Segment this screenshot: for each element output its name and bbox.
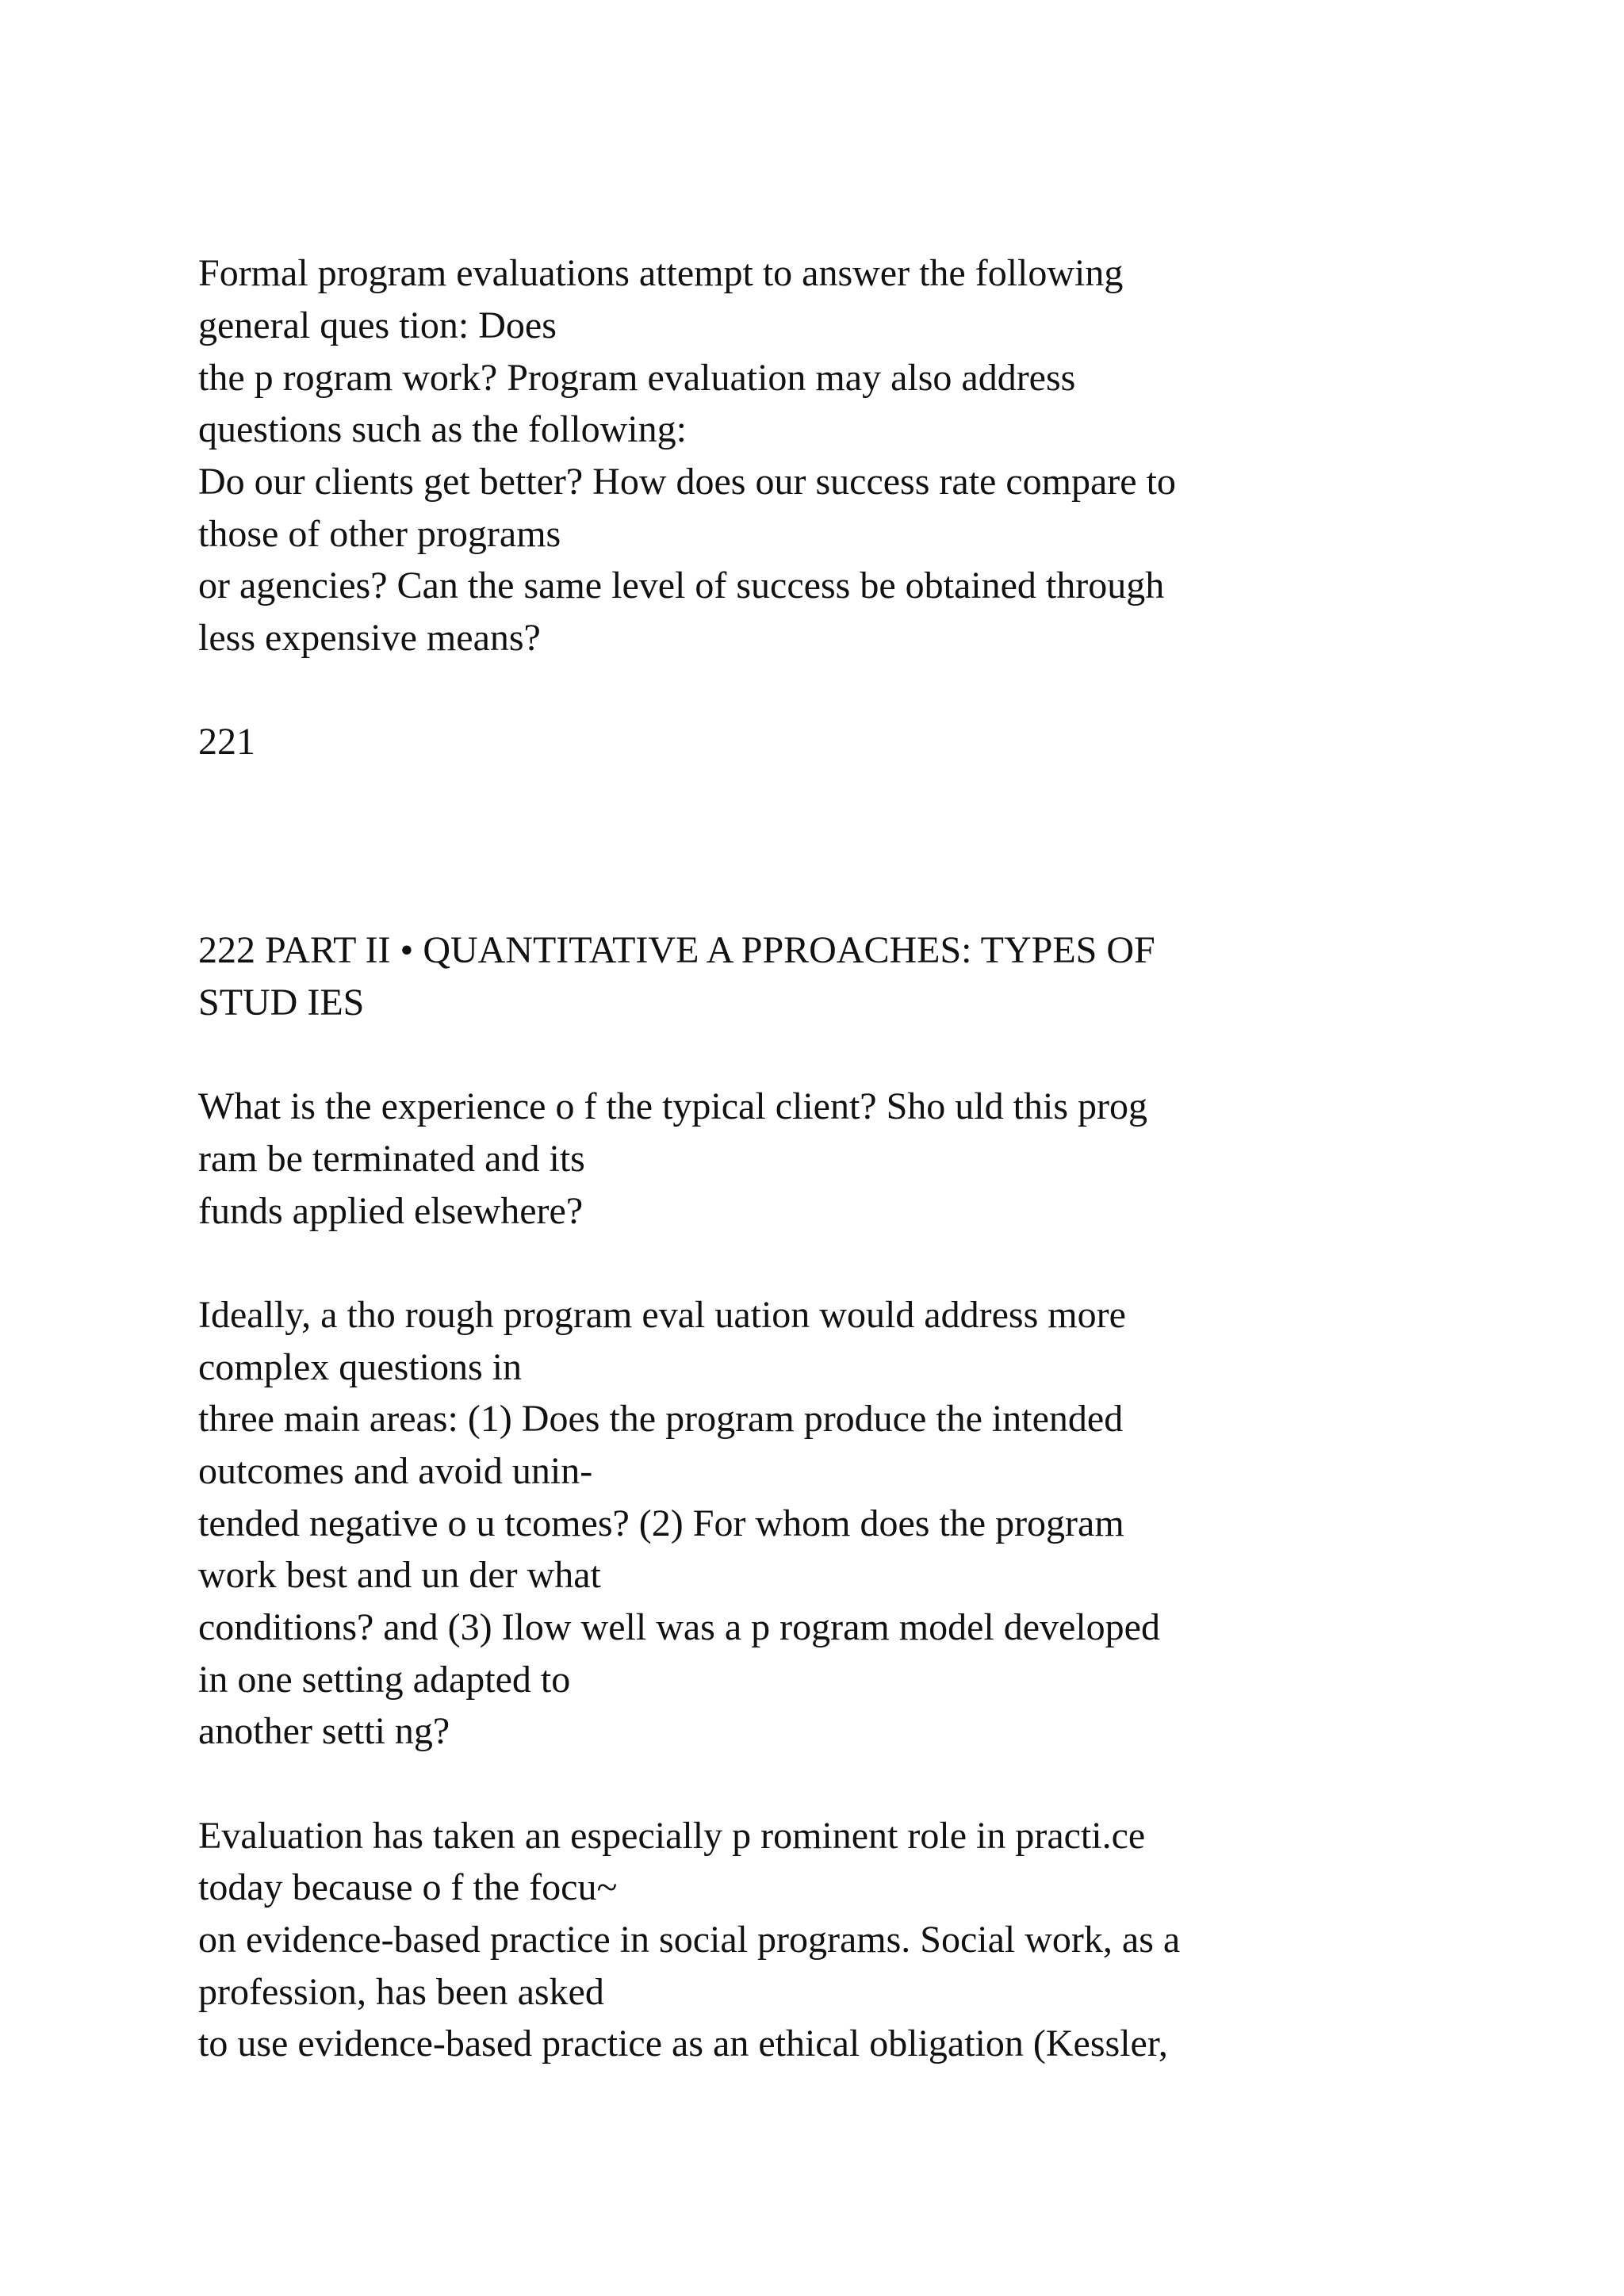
text-line: What is the experience o f the typical client? Sho uld this prog	[198, 1085, 1147, 1127]
text-line: Ideally, a tho rough program eval uation would address more	[198, 1294, 1126, 1336]
text-line: to use evidence-based practice as an ethical obligation (Kessler,	[198, 2022, 1168, 2064]
text-line: Formal program evaluations attempt to answer the following	[198, 252, 1124, 294]
text-line: funds applied elsewhere?	[198, 1190, 584, 1232]
text-line: complex questions in	[198, 1346, 522, 1388]
text-line: less expensive means?	[198, 617, 541, 659]
text-line: Evaluation has taken an especially p rominent role in practi.ce	[198, 1815, 1146, 1857]
page-number: 221	[198, 721, 255, 763]
running-header: STUD IES	[198, 982, 365, 1024]
text-line: in one setting adapted to	[198, 1659, 571, 1701]
text-line: general ques tion: Does	[198, 304, 557, 346]
text-line: those of other programs	[198, 513, 561, 555]
text-line: work best and un der what	[198, 1554, 601, 1596]
text-line: another setti ng?	[198, 1710, 450, 1752]
text-line: or agencies? Can the same level of success be obtained through	[198, 564, 1165, 607]
text-line: the p rogram work? Program evaluation may also address	[198, 357, 1076, 399]
text-line: Do our clients get better? How does our success rate compare to	[198, 461, 1176, 503]
running-header: 222 PART II • QUANTITATIVE A PPROACHES: TYPES OF	[198, 929, 1155, 971]
text-line: ram be terminated and its	[198, 1138, 585, 1180]
text-line: tended negative o u tcomes? (2) For whom does the program	[198, 1502, 1124, 1544]
text-line: on evidence-based practice in social programs. Social work, as a	[198, 1919, 1181, 1961]
text-line: three main areas: (1) Does the program produce the intended	[198, 1398, 1124, 1440]
text-line: profession, has been asked	[198, 1971, 604, 2013]
text-line: today because o f the focu~	[198, 1866, 618, 1908]
text-line: conditions? and (3) Ilow well was a p rogram model developed	[198, 1606, 1160, 1648]
text-line: outcomes and avoid unin-	[198, 1450, 593, 1492]
text-line: questions such as the following:	[198, 408, 687, 450]
